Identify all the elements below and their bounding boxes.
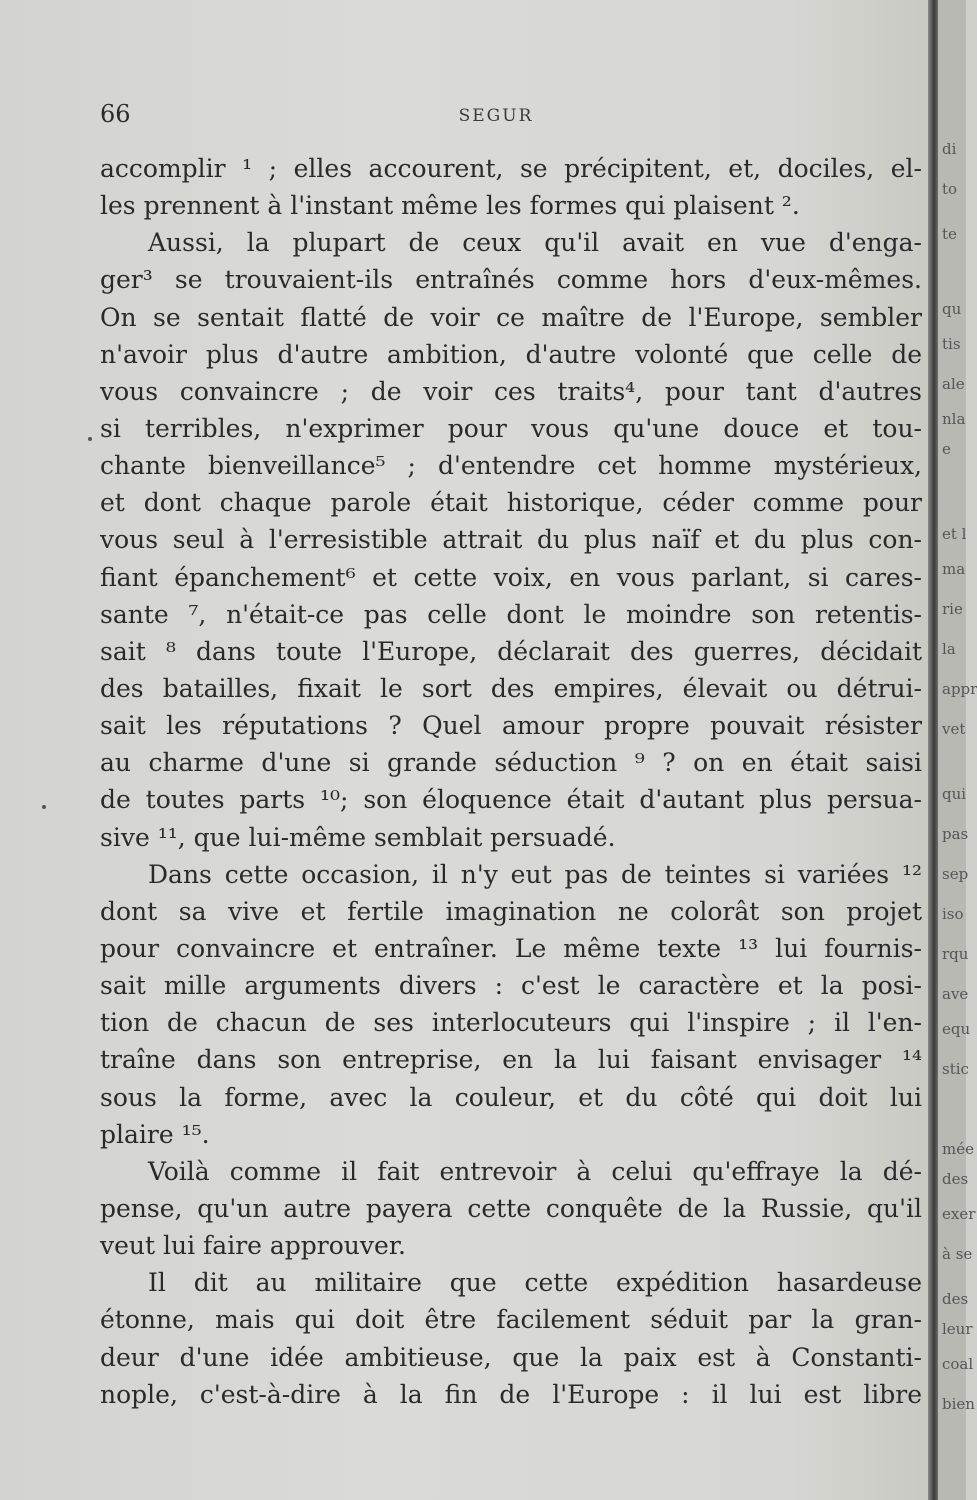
- facing-page-fragment: stic: [942, 1060, 969, 1078]
- text-line: sante ⁷, n'était-ce pas celle dont le moindre son retentis-: [100, 599, 922, 629]
- text-line: deur d'une idée ambitieuse, que la paix est à Constanti-: [100, 1342, 922, 1372]
- facing-page-fragment: exer: [942, 1205, 976, 1223]
- facing-page-fragment: di: [942, 140, 957, 158]
- text-line: sous la forme, avec la couleur, et du côté qui doit lui: [100, 1082, 922, 1112]
- text-line: pense, qu'un autre payera cette conquête de la Russie, qu'il: [100, 1193, 922, 1223]
- facing-page-fragment: sep: [942, 865, 969, 883]
- text-line: sait mille arguments divers : c'est le caractère et la posi-: [100, 971, 922, 1001]
- running-title: SEGUR: [458, 106, 534, 126]
- paper-speck: [42, 805, 46, 809]
- text-line: de toutes parts ¹⁰; son éloquence était d'autant plus persua-: [100, 785, 922, 815]
- text-line: et dont chaque parole était historique, céder comme pour: [100, 488, 922, 518]
- facing-page-fragment: pas: [942, 825, 969, 843]
- facing-page-fragment: to: [942, 180, 958, 198]
- facing-page-fragment: iso: [942, 905, 964, 923]
- text-line: les prennent à l'instant même les formes qui plaisent ².: [100, 191, 800, 221]
- facing-page-fragment: appr: [942, 680, 977, 698]
- facing-page-fragment: ale: [942, 375, 965, 393]
- text-line: pour convaincre et entraîner. Le même texte ¹³ lui fournis-: [100, 933, 922, 963]
- text-line: Dans cette occasion, il n'y eut pas de teintes si variées ¹²: [148, 859, 922, 889]
- facing-page-fragment: tis: [942, 335, 961, 353]
- text-line: veut lui faire approuver.: [100, 1231, 406, 1261]
- text-line: Il dit au militaire que cette expédition hasardeuse: [148, 1268, 922, 1298]
- facing-page-fragment: des: [942, 1290, 969, 1308]
- facing-page-fragment: leur: [942, 1320, 973, 1338]
- facing-page-fragment: la: [942, 640, 956, 658]
- facing-page-fragment: qui: [942, 785, 967, 803]
- facing-page-fragment: te: [942, 225, 957, 243]
- text-line: sive ¹¹, que lui-même semblait persuadé.: [100, 822, 616, 852]
- facing-page-fragment: qu: [942, 300, 962, 318]
- text-line: fiant épanchement⁶ et cette voix, en vous parlant, si cares-: [100, 562, 922, 592]
- facing-page-fragment: equ: [942, 1020, 971, 1038]
- facing-page-fragment: des: [942, 1170, 969, 1188]
- text-line: tion de chacun de ses interlocuteurs qui l'inspire ; il l'en-: [100, 1008, 922, 1038]
- facing-page-fragment: et l: [942, 525, 967, 543]
- page-number: 66: [100, 100, 131, 128]
- text-line: dont sa vive et fertile imagination ne colorât son projet: [100, 896, 922, 926]
- facing-page-fragment: e: [942, 440, 951, 458]
- text-line: ger³ se trouvaient-ils entraînés comme hors d'eux-mêmes.: [100, 265, 922, 295]
- text-line: sait les réputations ? Quel amour propre pouvait résister: [100, 711, 922, 741]
- facing-page-fragment: rqu: [942, 945, 969, 963]
- text-line: vous seul à l'erresistible attrait du plus naïf et du plus con-: [100, 525, 922, 555]
- facing-page-fragment: vet: [942, 720, 966, 738]
- facing-page-fragment: ma: [942, 560, 966, 578]
- facing-page-fragment: rie: [942, 600, 963, 618]
- facing-page-fragment: ave: [942, 985, 969, 1003]
- text-line: On se sentait flatté de voir ce maître de l'Europe, sembler: [100, 302, 922, 332]
- text-line: chante bienveillance⁵ ; d'entendre cet homme mystérieux,: [100, 451, 922, 481]
- page-header: [100, 100, 892, 132]
- book-gutter: [928, 0, 938, 1500]
- text-line: des batailles, fixait le sort des empires, élevait ou détrui-: [100, 673, 922, 703]
- text-line: Voilà comme il fait entrevoir à celui qu'effraye la dé-: [148, 1156, 922, 1186]
- text-line: plaire ¹⁵.: [100, 1119, 210, 1149]
- body-text: [100, 150, 922, 1413]
- facing-page-edge: [938, 0, 977, 1500]
- text-line: Aussi, la plupart de ceux qu'il avait en vue d'enga-: [148, 228, 922, 258]
- text-line: vous convaincre ; de voir ces traits⁴, pour tant d'autres: [100, 376, 922, 406]
- facing-page-fragment: coal: [942, 1355, 974, 1373]
- facing-page-fragment: nla: [942, 410, 966, 428]
- text-line: accomplir ¹ ; elles accourent, se précipitent, et, dociles, el-: [100, 154, 922, 183]
- paper-speck: [88, 437, 92, 441]
- text-line: nople, c'est-à-dire à la fin de l'Europe : il lui est libre: [100, 1379, 922, 1409]
- text-line: au charme d'une si grande séduction ⁹ ? on en était saisi: [100, 748, 922, 778]
- text-line: traîne dans son entreprise, en la lui faisant envisager ¹⁴: [100, 1045, 922, 1075]
- facing-page-fragment: mée: [942, 1140, 974, 1158]
- facing-page-fragment: à se: [942, 1245, 973, 1263]
- text-line: si terribles, n'exprimer pour vous qu'une douce et tou-: [100, 413, 922, 443]
- facing-page-fragment: bien: [942, 1395, 975, 1413]
- text-line: n'avoir plus d'autre ambition, d'autre volonté que celle de: [100, 339, 922, 369]
- text-line: étonne, mais qui doit être facilement séduit par la gran-: [100, 1305, 922, 1335]
- text-line: sait ⁸ dans toute l'Europe, déclarait des guerres, décidait: [100, 636, 922, 666]
